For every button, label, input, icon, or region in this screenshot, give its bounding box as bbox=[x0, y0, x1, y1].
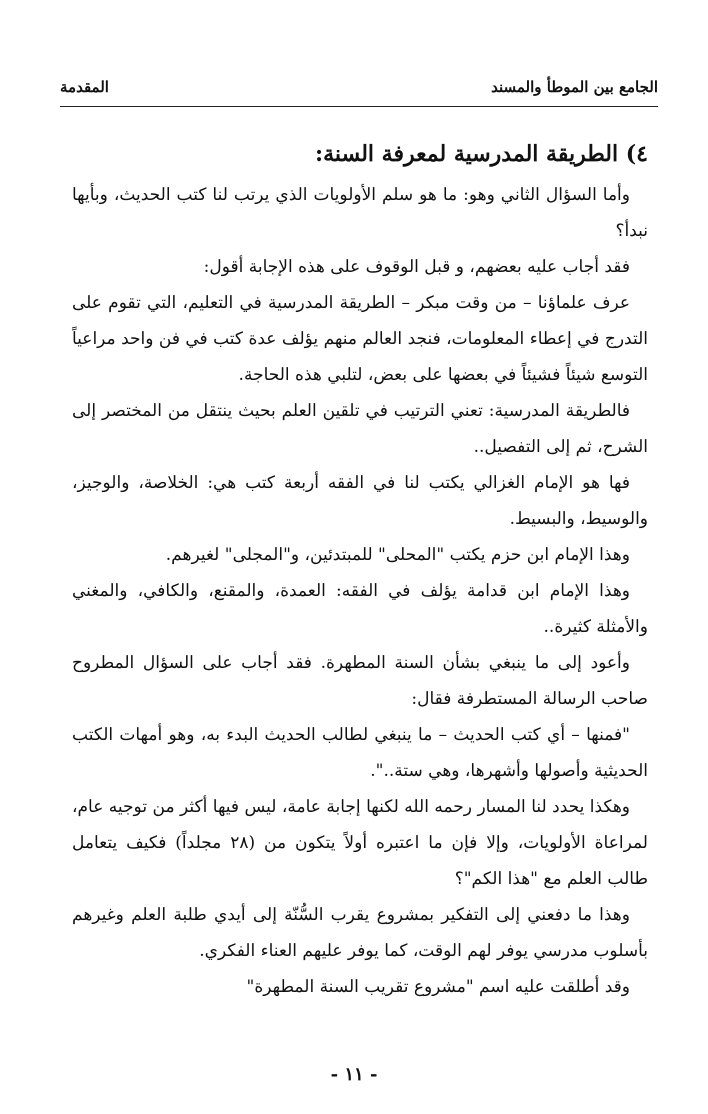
paragraph: وأما السؤال الثاني وهو: ما هو سلم الأولويات الذي يرتب لنا كتب الحديث، وبأيها نبدأ؟ bbox=[72, 185, 648, 241]
paragraph: وهذا الإمام ابن حزم يكتب "المحلى" للمبتدئين، و"المجلى" لغيرهم. bbox=[165, 545, 630, 565]
page-body bbox=[72, 138, 648, 1005]
paragraph: وهكذا يحدد لنا المسار رحمه الله لكنها إجابة عامة، ليس فيها أكثر من توجيه عام، لمراعاة الأولويات، وإلا فإن ما اعتبره أولاً يتكون من (٢٨ مجلداً) فكيف يتعامل طالب العلم مع "هذا الكم"؟ bbox=[72, 797, 648, 889]
book-title: الجامع بين الموطأ والمسند bbox=[491, 78, 658, 96]
section-title: المقدمة bbox=[60, 78, 109, 96]
paragraph: وهذا الإمام ابن قدامة يؤلف في الفقه: العمدة، والمقنع، والكافي، والمغني والأمثلة كثيرة.. bbox=[72, 581, 648, 637]
paragraph: فقد أجاب عليه بعضهم، و قبل الوقوف على هذه الإجابة أقول: bbox=[203, 257, 630, 277]
paragraph: وهذا ما دفعني إلى التفكير بمشروع يقرب السُّنّة إلى أيدي طلبة العلم وغيرهم بأسلوب مدرسي يوفر لهم الوقت، كما يوفر عليهم العناء الفكري. bbox=[72, 905, 648, 961]
paragraph: وأعود إلى ما ينبغي بشأن السنة المطهرة. فقد أجاب على السؤال المطروح صاحب الرسالة المستطرفة فقال: bbox=[72, 653, 648, 709]
paragraph: عرف علماؤنا – من وقت مبكر – الطريقة المدرسية في التعليم، التي تقوم على التدرج في إعطاء المعلومات، فنجد العالم منهم يؤلف عدة كتب في فن واحد مراعياً التوسع شيئاً فشيئاً في بعضها على بعض، لتلبي هذه الحاجة. bbox=[72, 293, 648, 385]
quotation-paragraph: "فمنها – أي كتب الحديث – ما ينبغي لطالب الحديث البدء به، وهو أمهات الكتب الحديثية وأصولها وأشهرها، وهي ستة..". bbox=[72, 725, 648, 781]
page-number: - ١١ - bbox=[330, 1064, 378, 1085]
section-heading: ٤) الطريقة المدرسية لمعرفة السنة: bbox=[315, 141, 648, 167]
paragraph: وقد أطلقت عليه اسم "مشروع تقريب السنة المطهرة" bbox=[246, 977, 630, 997]
paragraph: فها هو الإمام الغزالي يكتب لنا في الفقه أربعة كتب هي: الخلاصة، والوجيز، والوسيط، والبسيط. bbox=[72, 473, 648, 529]
running-header bbox=[60, 72, 658, 107]
paragraph: فالطريقة المدرسية: تعني الترتيب في تلقين العلم بحيث ينتقل من المختصر إلى الشرح، ثم إلى التفصيل.. bbox=[72, 401, 648, 457]
